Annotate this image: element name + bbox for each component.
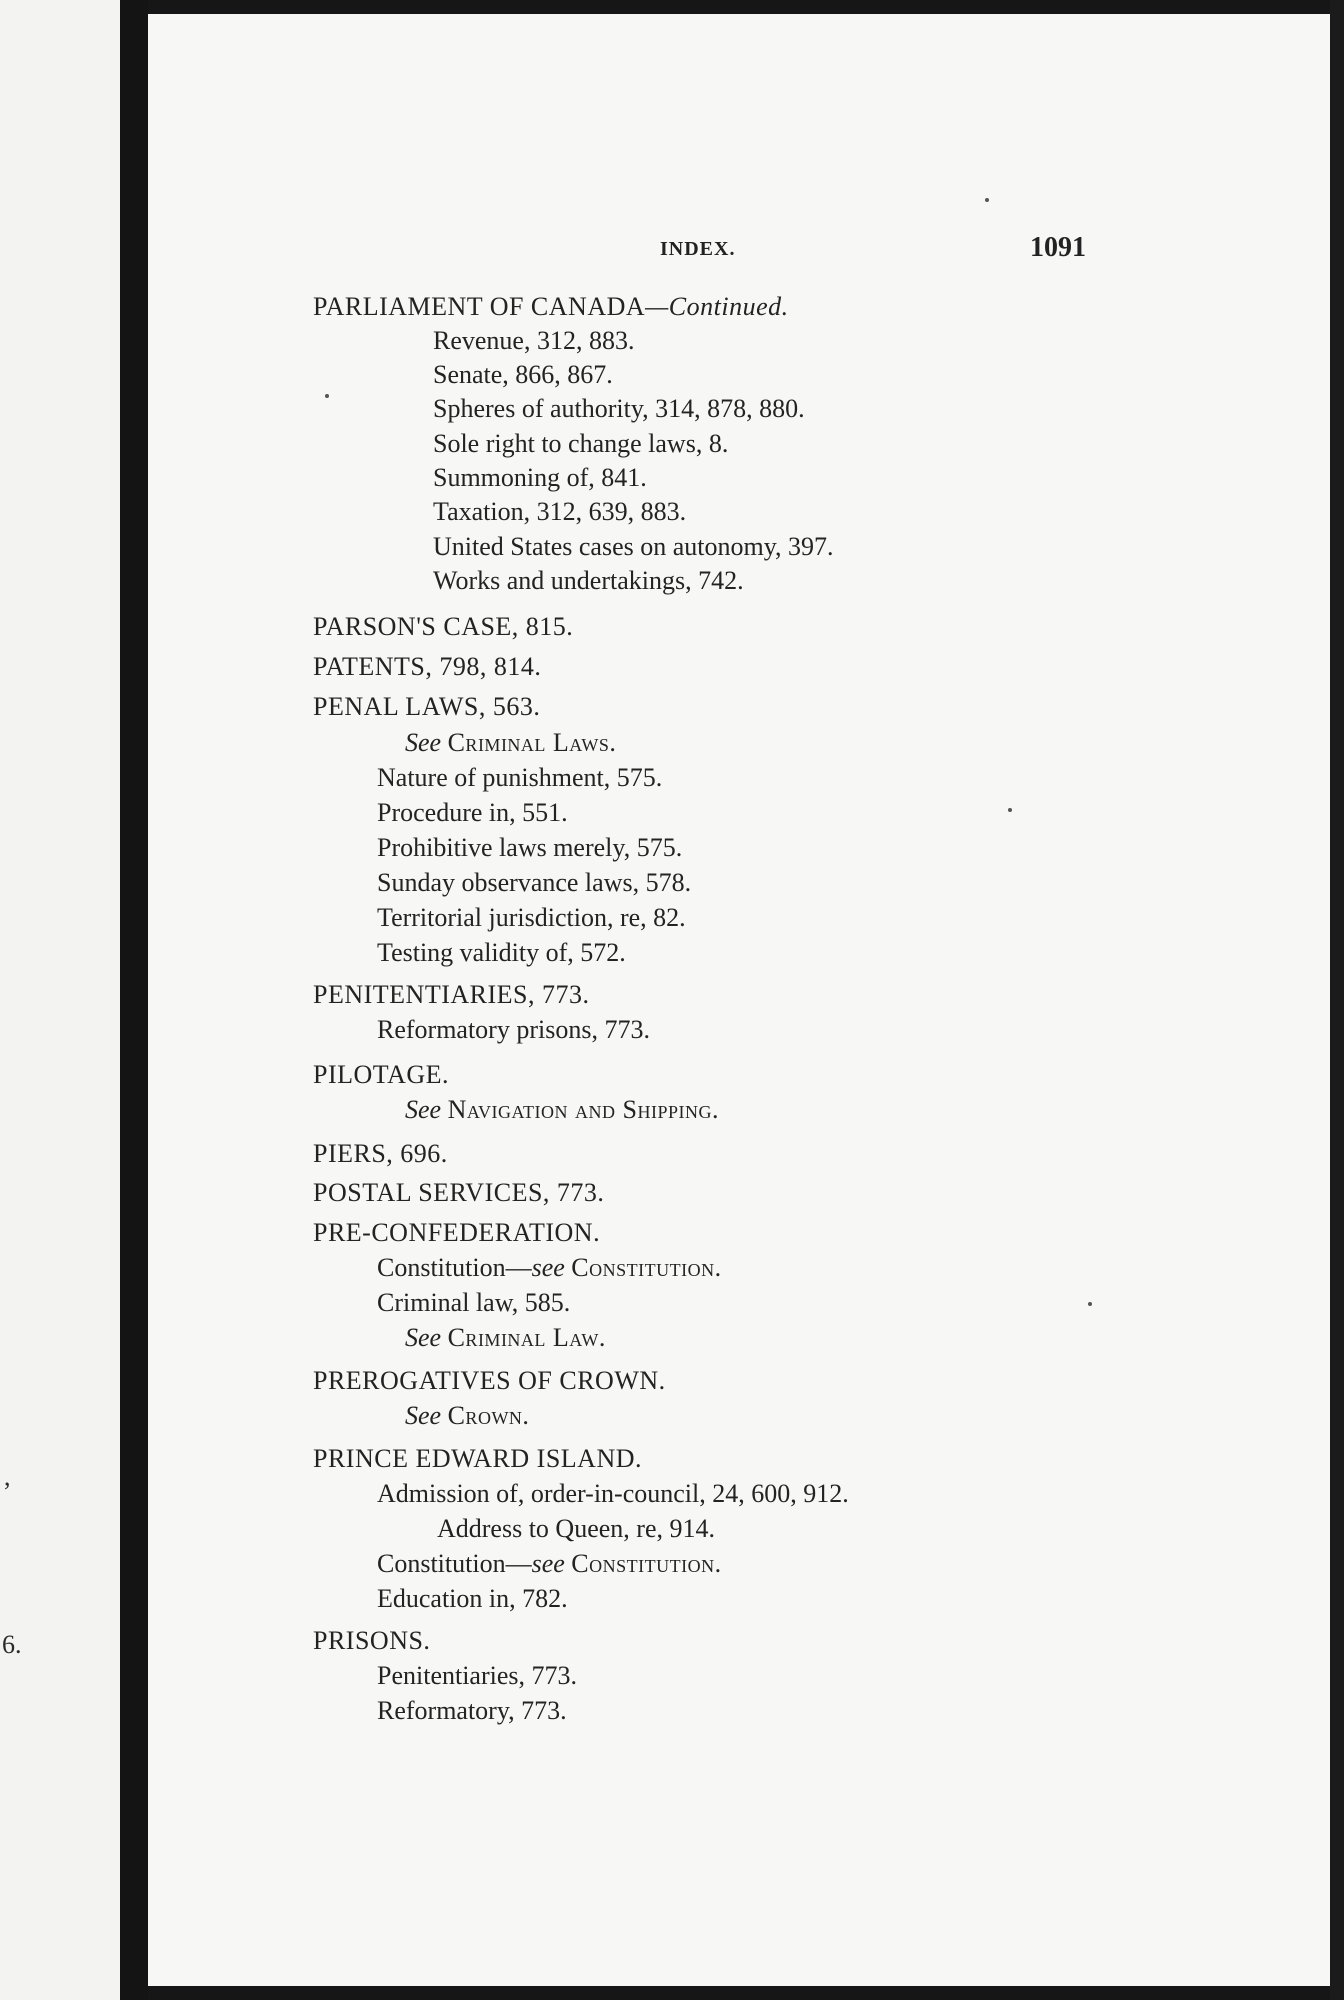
see-reference: [405, 728, 616, 758]
index-heading-patents: PATENTS, 798, 814.: [313, 652, 542, 681]
see-target: Criminal Laws.: [447, 728, 617, 757]
index-heading-parliament: [313, 292, 789, 322]
subentry-text: Constitution—: [377, 1549, 532, 1578]
index-subentry: [377, 1549, 722, 1579]
index-subentry: Sole right to change laws, 8.: [433, 429, 729, 458]
see-word: See: [405, 1401, 442, 1430]
index-subentry: Testing validity of, 572.: [377, 938, 626, 967]
index-heading-piers: PIERS, 696.: [313, 1139, 448, 1168]
index-subentry: Criminal law, 585.: [377, 1288, 571, 1317]
page-number: 1091: [1030, 232, 1086, 263]
index-heading-pre-confederation: PRE-CONFEDERATION.: [313, 1218, 601, 1247]
index-subentry: Revenue, 312, 883.: [433, 326, 635, 355]
index-subentry: Nature of punishment, 575.: [377, 763, 663, 792]
index-heading-parsons-case: PARSON'S CASE, 815.: [313, 612, 574, 641]
index-subentry: [377, 1253, 722, 1283]
index-subentry: Spheres of authority, 314, 878, 880.: [433, 394, 805, 423]
index-subentry: United States cases on autonomy, 397.: [433, 532, 834, 561]
index-subentry: Reformatory, 773.: [377, 1696, 567, 1725]
see-target: Constitution.: [571, 1549, 722, 1578]
index-subentry: Prohibitive laws merely, 575.: [377, 833, 683, 862]
index-subentry: Address to Queen, re, 914.: [437, 1514, 715, 1543]
see-reference: [405, 1095, 719, 1125]
index-subentry: Works and undertakings, 742.: [433, 566, 744, 595]
index-subentry: Education in, 782.: [377, 1584, 568, 1613]
see-word: See: [405, 1095, 442, 1124]
see-word: See: [405, 1323, 442, 1352]
see-word: see: [531, 1253, 565, 1282]
continued-label: —Continued.: [645, 292, 789, 321]
index-subentry: Territorial jurisdiction, re, 82.: [377, 903, 686, 932]
index-subentry: Admission of, order-in-council, 24, 600, 912.: [377, 1479, 849, 1508]
see-word: see: [531, 1549, 565, 1578]
see-target: Navigation and Shipping.: [447, 1095, 719, 1124]
index-heading-pilotage: PILOTAGE.: [313, 1060, 450, 1089]
subentry-text: Constitution—: [377, 1253, 532, 1282]
index-subentry: Sunday observance laws, 578.: [377, 868, 692, 897]
index-heading-prince-edward-island: PRINCE EDWARD ISLAND.: [313, 1444, 642, 1473]
see-target: Crown.: [447, 1401, 530, 1430]
index-subentry: Procedure in, 551.: [377, 798, 568, 827]
index-heading-penal-laws: PENAL LAWS, 563.: [313, 692, 541, 721]
margin-fragment-six: 6.: [2, 1630, 22, 1659]
index-subentry: Reformatory prisons, 773.: [377, 1015, 650, 1044]
index-heading-postal-services: POSTAL SERVICES, 773.: [313, 1178, 605, 1207]
see-reference: [405, 1401, 529, 1431]
index-heading-prerogatives: PREROGATIVES OF CROWN.: [313, 1366, 666, 1395]
index-subentry: Taxation, 312, 639, 883.: [433, 497, 687, 526]
see-target: Constitution.: [571, 1253, 722, 1282]
margin-fragment-comma: ,: [4, 1462, 11, 1491]
index-heading-prisons: PRISONS.: [313, 1626, 431, 1655]
index-subentry: Summoning of, 841.: [433, 463, 647, 492]
heading-text: PARLIAMENT OF CANADA: [313, 292, 646, 321]
index-subentry: Penitentiaries, 773.: [377, 1661, 578, 1690]
running-head: INDEX.: [660, 238, 736, 260]
see-reference: [405, 1323, 606, 1353]
index-heading-penitentiaries: PENITENTIARIES, 773.: [313, 980, 590, 1009]
index-subentry: Senate, 866, 867.: [433, 360, 613, 389]
see-word: See: [405, 728, 442, 757]
see-target: Criminal Law.: [447, 1323, 606, 1352]
